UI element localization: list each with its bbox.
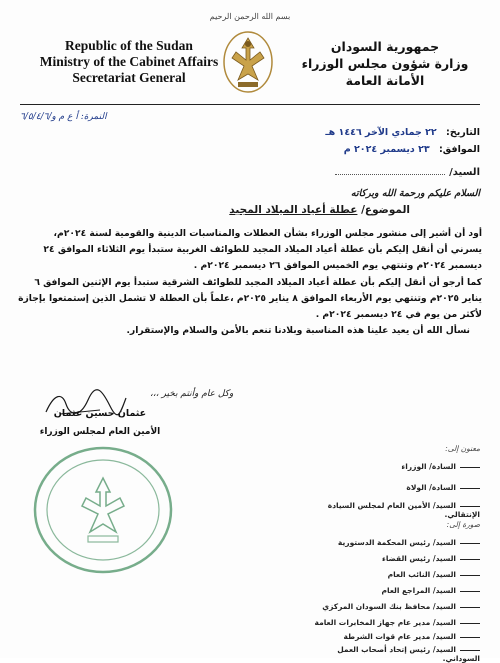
body-line: نسأل الله أن يعيد علينا هذه المناسبة وبلادنا تنعم بالأمن والسلام والإستقرار. [126, 325, 470, 337]
addressee-label: السيد/ [449, 167, 480, 178]
cc-list-item: السيد/ رئيس إتحاد أصحاب العمل السوداني. [337, 645, 480, 663]
cc-heading-1: معنون إلى: [445, 444, 480, 453]
cc-list-item: السادة/ الولاة [300, 483, 480, 492]
header-divider [20, 104, 480, 105]
letter-body [18, 226, 482, 339]
cc-list-item: السيد/ رئيس المحكمة الدستورية [300, 538, 480, 547]
signer-title: الأمين العام لمجلس الوزراء [39, 427, 161, 437]
header-ar-line-1: جمهورية السودان [330, 39, 440, 54]
english-header [34, 38, 224, 86]
sudan-emblem-icon [220, 30, 276, 94]
arabic-header [290, 38, 480, 89]
reference-number: النمرة: أ ع م و/٦/٥/٤/٦ [20, 112, 107, 122]
signoff: وكل عام وأنتم بخير ،،، [150, 389, 234, 399]
cc-heading-2: صورة إلى: [446, 520, 480, 529]
signer-name: عثمان حسين عثمان [53, 408, 147, 419]
body-line: كما أرجو أن أنقل إليكم بأن عطلة أعياد الميلاد المجيد للطوائف الشرقية ستبدأ يوم الإثنين الموافق ٦ [34, 276, 482, 288]
subject-line [120, 204, 410, 216]
header-en-line-2: Ministry of the Cabinet Affairs [39, 54, 219, 69]
gregorian-date-value: ٢٣ ديسمبر ٢٠٢٤ م [343, 144, 430, 155]
body-line: يسرني أن أنقل إليكم بأن عطلة أعياد الميلاد المجيد للطوائف الغربية ستبدأ يوم الثلاثاء الموافق ٢٤ [43, 244, 482, 256]
hijri-date [270, 127, 480, 138]
official-stamp [28, 440, 178, 580]
cc-list-item: السيد/ مدير عام جهاز المخابرات العامة [300, 618, 480, 627]
greeting: السلام عليكم ورحمة الله وبركاته [350, 188, 480, 199]
cc-list-item: السيد/ النائب العام [300, 570, 480, 579]
bismillah: بسم الله الرحمن الرحيم [209, 12, 291, 21]
gregorian-date-label: الموافق: [439, 144, 480, 155]
header-ar-line-3: الأمانة العامة [345, 73, 425, 88]
subject-text: عطلة أعياد الميلاد المجيد [229, 204, 358, 216]
addressee [300, 167, 480, 178]
cc-list-item: السادة/ الوزراء [300, 462, 480, 471]
header-ar-line-2: وزارة شؤون مجلس الوزراء [301, 56, 469, 71]
hijri-date-label: التاريخ: [446, 127, 480, 138]
cc-list-item: السيد/ الأمين العام لمجلس السيادة الإنتقالي. [327, 501, 480, 519]
body-line: لأكثر من يوم في ٢٤ ديسمبر ٢٠٢٤م . [315, 309, 482, 321]
cc-list-item: السيد/ المراجع العام [300, 586, 480, 595]
cc-list-item: السيد/ مدير عام قوات الشرطة [300, 632, 480, 641]
header-en-line-3: Secretariat General [72, 70, 186, 85]
cc-list-item: السيد/ محافظ بنك السودان المركزي [300, 602, 480, 611]
header-en-line-1: Republic of the Sudan [65, 38, 193, 53]
gregorian-date [270, 144, 480, 155]
body-line: أود أن أشير إلى منشور مجلس الوزراء بشأن العطلات والمناسبات الدينية والقومية لسنة ٢٠٢٤م، [53, 228, 482, 239]
hijri-date-value: ٢٢ جمادي الآخر ١٤٤٦ هـ [325, 127, 437, 138]
subject-label: الموضوع/ [361, 204, 410, 216]
addressee-dots [335, 174, 445, 175]
cc-list-item: السيد/ رئيس القضاء [300, 554, 480, 563]
body-line: يناير ٢٠٢٥م وتنتهي يوم الأربعاء الموافق ٨ يناير ٢٠٢٥م ،علماً بأن العطلة لا تشمل الذين إستمتعوا بإجازة [18, 292, 482, 304]
body-line: ديسمبر ٢٠٢٤م وتنتهي يوم الخميس الموافق ٢٦ ديسمبر ٢٠٢٤م . [193, 260, 482, 272]
